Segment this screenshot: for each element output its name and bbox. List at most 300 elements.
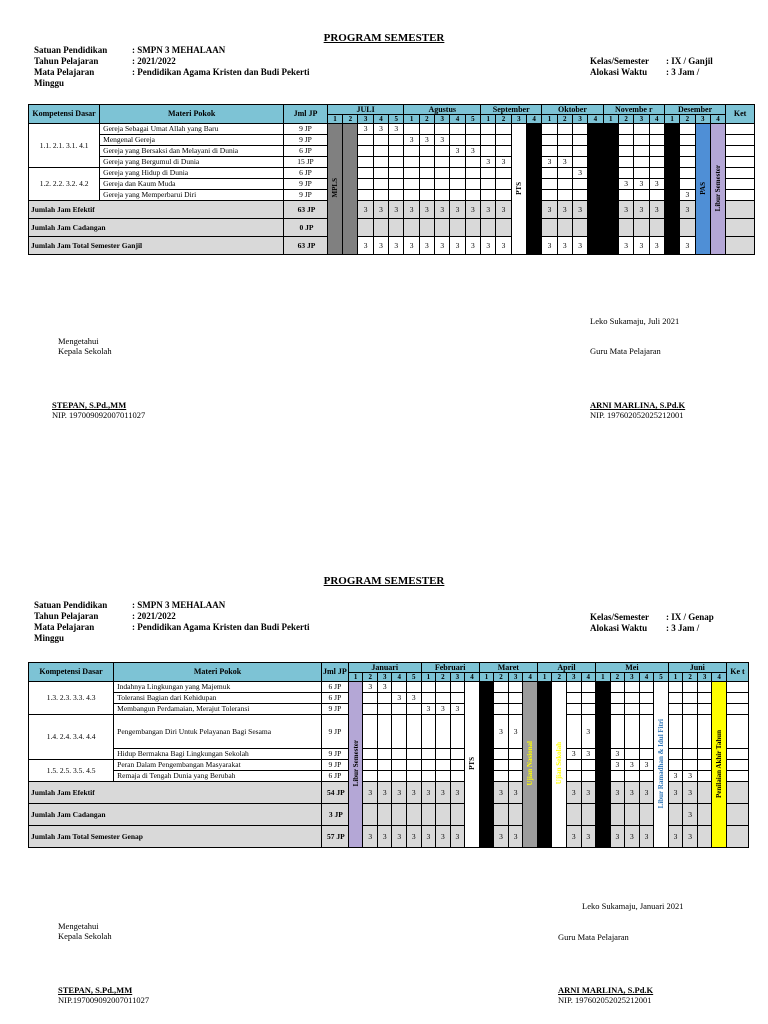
week-cell <box>436 693 451 704</box>
week-cell <box>407 682 422 693</box>
libur-semester-column-label: Libur Semester <box>714 164 723 212</box>
week-cell <box>435 179 450 190</box>
alokasi-value: : 3 Jam / <box>666 67 700 77</box>
kepsek-sign-genap <box>58 985 149 1005</box>
week-cell <box>389 190 404 201</box>
week-cell <box>683 760 698 771</box>
black-separator <box>527 124 542 255</box>
week-cell <box>680 168 695 179</box>
week-cell: 3 <box>508 826 523 848</box>
materi-cell: Indahnya Lingkungan yang Majemuk <box>114 682 322 693</box>
week-cell <box>373 146 388 157</box>
week-cell <box>683 704 698 715</box>
week-cell: 3 <box>639 782 654 804</box>
jp-cell: 6 JP <box>284 146 328 157</box>
week-cell <box>557 219 572 237</box>
week-cell: 3 <box>625 826 640 848</box>
week-cell <box>618 157 633 168</box>
week-cell <box>680 146 695 157</box>
week-cell: 3 <box>435 201 450 219</box>
week-cell: 3 <box>450 704 465 715</box>
week-cell: 3 <box>683 826 698 848</box>
jumlah-jam-efektif-label: Jumlah Jam Efektif <box>29 201 284 219</box>
header-ket: Ket <box>726 105 755 124</box>
week-cell: 3 <box>639 826 654 848</box>
header-week: 1 <box>603 115 618 124</box>
week-cell <box>389 135 404 146</box>
ket-cell <box>726 190 755 201</box>
header-week: 5 <box>407 673 422 682</box>
week-cell <box>581 760 596 771</box>
week-cell <box>465 179 480 190</box>
jp-cell: 6 JP <box>321 682 348 693</box>
mapel-value: : Pendidikan Agama Kristen dan Budi Pekerti <box>132 622 310 632</box>
week-cell <box>566 771 581 782</box>
guru-name: ARNI MARLINA, S.Pd.K <box>558 985 654 995</box>
week-cell <box>542 146 557 157</box>
jp-cell: 9 JP <box>284 179 328 190</box>
week-cell <box>392 771 407 782</box>
tahun-value: : 2021/2022 <box>132 611 176 621</box>
jumlah-jam-cadangan-label: Jumlah Jam Cadangan <box>29 804 322 826</box>
ket-cell <box>726 124 755 135</box>
week-cell <box>494 771 509 782</box>
header-week: 5 <box>389 115 404 124</box>
week-cell <box>436 804 451 826</box>
week-cell <box>435 157 450 168</box>
libur-hari-raya-column-label: Libur Ramadhan & Idul Fitri <box>656 718 665 809</box>
week-cell <box>450 749 465 760</box>
week-cell <box>542 179 557 190</box>
header-week: 1 <box>479 673 494 682</box>
week-cell <box>450 682 465 693</box>
header-week: 1 <box>421 673 436 682</box>
jumlah-jam-total-label: Jumlah Jam Total Semester Ganjil <box>29 237 284 255</box>
week-cell <box>363 715 378 749</box>
header-week: 4 <box>373 115 388 124</box>
jumlah-jam-cadangan-value: 3 JP <box>321 804 348 826</box>
header-week: 2 <box>557 115 572 124</box>
week-cell: 3 <box>450 237 465 255</box>
header-week: 2 <box>494 673 509 682</box>
header-week: 3 <box>634 115 649 124</box>
week-cell: 3 <box>683 782 698 804</box>
week-cell <box>566 760 581 771</box>
week-cell <box>377 760 392 771</box>
week-cell: 3 <box>649 179 664 190</box>
header-week: 4 <box>710 115 725 124</box>
jumlah-jam-cadangan-value: 0 JP <box>284 219 328 237</box>
week-cell <box>508 704 523 715</box>
ket-cell <box>726 682 748 693</box>
week-cell <box>625 715 640 749</box>
week-cell <box>625 804 640 826</box>
week-cell: 3 <box>625 782 640 804</box>
week-cell: 3 <box>542 157 557 168</box>
week-cell: 3 <box>610 782 625 804</box>
ket-cell <box>726 782 748 804</box>
week-cell <box>618 135 633 146</box>
week-cell <box>450 124 465 135</box>
week-cell <box>389 168 404 179</box>
jumlah-jam-total-value: 63 JP <box>284 237 328 255</box>
week-cell <box>649 135 664 146</box>
week-cell <box>639 715 654 749</box>
header-month: Agustus <box>404 105 481 115</box>
kd-cell: 1.4. 2.4. 3.4. 4.4 <box>29 715 114 760</box>
week-cell: 3 <box>566 749 581 760</box>
week-cell <box>634 168 649 179</box>
week-cell: 3 <box>377 826 392 848</box>
week-cell <box>358 168 373 179</box>
week-cell: 3 <box>634 237 649 255</box>
week-cell <box>508 749 523 760</box>
header-month: JULI <box>327 105 404 115</box>
week-cell <box>557 146 572 157</box>
week-cell: 3 <box>419 237 434 255</box>
header-week: 1 <box>542 115 557 124</box>
week-cell: 3 <box>494 715 509 749</box>
week-cell <box>618 168 633 179</box>
mengetahui-ganjil <box>58 336 112 356</box>
week-cell: 3 <box>610 760 625 771</box>
week-cell: 3 <box>392 826 407 848</box>
week-cell <box>581 804 596 826</box>
week-cell <box>557 190 572 201</box>
week-cell <box>625 749 640 760</box>
page-title-genap: PROGRAM SEMESTER <box>323 575 445 587</box>
mengetahui-genap <box>58 921 112 941</box>
header-week: 2 <box>496 115 511 124</box>
header-week: 2 <box>680 115 695 124</box>
week-cell <box>404 219 419 237</box>
week-cell <box>481 146 496 157</box>
week-cell <box>566 693 581 704</box>
week-cell: 3 <box>668 826 683 848</box>
header-week: 4 <box>450 115 465 124</box>
week-cell: 3 <box>363 826 378 848</box>
week-cell <box>363 760 378 771</box>
schedule-table-ganjil <box>28 104 755 255</box>
week-cell <box>358 219 373 237</box>
week-cell <box>572 135 587 146</box>
ket-cell <box>726 157 755 168</box>
schedule-table-genap <box>28 662 749 848</box>
week-cell <box>542 124 557 135</box>
jp-cell: 9 JP <box>321 704 348 715</box>
week-cell <box>634 146 649 157</box>
week-cell: 3 <box>419 135 434 146</box>
satuan-label: Satuan Pendidikan <box>34 45 108 55</box>
jp-cell: 9 JP <box>321 749 348 760</box>
week-cell <box>496 146 511 157</box>
week-cell <box>373 168 388 179</box>
guru-nip: NIP. 197602052025212001 <box>558 995 652 1005</box>
week-cell <box>377 715 392 749</box>
week-cell <box>392 804 407 826</box>
header-week: 2 <box>683 673 698 682</box>
week-cell <box>697 704 712 715</box>
week-cell: 3 <box>557 237 572 255</box>
week-cell <box>481 168 496 179</box>
header-week: 1 <box>327 115 342 124</box>
week-cell <box>566 715 581 749</box>
jp-cell: 15 JP <box>284 157 328 168</box>
week-cell <box>649 219 664 237</box>
week-cell: 3 <box>421 826 436 848</box>
materi-cell: Mengenal Gereja <box>100 135 284 146</box>
week-cell <box>610 704 625 715</box>
week-cell <box>625 693 640 704</box>
week-cell <box>450 804 465 826</box>
satuan-label: Satuan Pendidikan <box>34 600 108 610</box>
week-cell <box>465 157 480 168</box>
week-cell <box>625 682 640 693</box>
week-cell: 3 <box>610 749 625 760</box>
week-cell <box>639 704 654 715</box>
place-date-genap: Leko Sukamaju, Januari 2021 <box>582 901 684 911</box>
week-cell <box>419 168 434 179</box>
mengetahui-text: Mengetahui <box>58 921 99 931</box>
week-cell <box>542 135 557 146</box>
week-cell <box>668 715 683 749</box>
week-cell <box>363 771 378 782</box>
header-week: 3 <box>566 673 581 682</box>
week-cell <box>436 715 451 749</box>
week-cell <box>542 190 557 201</box>
ket-cell <box>726 179 755 190</box>
week-cell <box>435 168 450 179</box>
week-cell <box>392 704 407 715</box>
header-jml-jp: Jml JP <box>284 105 328 124</box>
week-cell <box>421 682 436 693</box>
week-cell <box>610 771 625 782</box>
week-cell <box>697 682 712 693</box>
jp-cell: 6 JP <box>321 693 348 704</box>
week-cell <box>581 682 596 693</box>
week-cell <box>697 804 712 826</box>
header-month: Juni <box>668 663 726 673</box>
jumlah-jam-efektif-value: 63 JP <box>284 201 328 219</box>
header-month: April <box>537 663 595 673</box>
week-cell: 3 <box>572 237 587 255</box>
week-cell <box>566 682 581 693</box>
pts-column-label: PTS <box>467 757 476 770</box>
week-cell <box>610 682 625 693</box>
header-month: Mei <box>596 663 669 673</box>
week-cell <box>450 135 465 146</box>
jumlah-jam-efektif-label: Jumlah Jam Efektif <box>29 782 322 804</box>
week-cell <box>407 804 422 826</box>
tahun-label: Tahun Pelajaran <box>34 611 99 621</box>
week-cell: 3 <box>581 826 596 848</box>
week-cell <box>450 168 465 179</box>
black-separator <box>664 124 679 255</box>
header-week: 2 <box>419 115 434 124</box>
guru-label-genap: Guru Mata Pelajaran <box>558 932 629 942</box>
week-cell: 3 <box>450 146 465 157</box>
week-cell: 3 <box>419 201 434 219</box>
satuan-value: : SMPN 3 MEHALAAN <box>132 600 226 610</box>
week-cell: 3 <box>363 782 378 804</box>
header-week: 3 <box>625 673 640 682</box>
header-week: 1 <box>668 673 683 682</box>
week-cell <box>625 704 640 715</box>
week-cell <box>639 682 654 693</box>
jp-cell: 9 JP <box>321 715 348 749</box>
week-cell: 3 <box>436 782 451 804</box>
week-cell: 3 <box>421 782 436 804</box>
week-cell <box>421 760 436 771</box>
kd-cell: 1.1. 2.1. 3.1. 4.1 <box>29 124 100 168</box>
week-cell <box>508 760 523 771</box>
header-week: 3 <box>697 673 712 682</box>
week-cell <box>572 157 587 168</box>
ket-cell <box>726 749 748 760</box>
week-cell <box>639 749 654 760</box>
materi-cell: Gereja yang Hidup di Dunia <box>100 168 284 179</box>
tahun-label: Tahun Pelajaran <box>34 56 99 66</box>
week-cell <box>494 760 509 771</box>
identity-right-ganjil <box>590 56 713 78</box>
header-week: 3 <box>508 673 523 682</box>
week-cell: 3 <box>566 782 581 804</box>
week-cell <box>649 157 664 168</box>
kd-cell: 1.5. 2.5. 3.5. 4.5 <box>29 760 114 782</box>
week-cell: 3 <box>421 704 436 715</box>
guru-name: ARNI MARLINA, S.Pd.K <box>590 400 686 410</box>
week-cell <box>572 124 587 135</box>
black-separator <box>537 682 552 848</box>
week-cell <box>407 760 422 771</box>
week-cell: 3 <box>404 237 419 255</box>
week-cell <box>496 124 511 135</box>
week-cell <box>481 124 496 135</box>
week-cell <box>358 179 373 190</box>
week-cell: 3 <box>404 135 419 146</box>
mpls-column-2 <box>343 124 358 255</box>
week-cell <box>581 771 596 782</box>
week-cell <box>572 146 587 157</box>
header-week: 2 <box>552 673 567 682</box>
week-cell <box>481 190 496 201</box>
week-cell <box>697 771 712 782</box>
header-week: 3 <box>695 115 710 124</box>
week-cell: 3 <box>634 201 649 219</box>
week-cell: 3 <box>496 157 511 168</box>
week-cell: 3 <box>450 826 465 848</box>
header-week: 1 <box>348 673 363 682</box>
week-cell <box>450 693 465 704</box>
week-cell: 3 <box>557 157 572 168</box>
week-cell <box>683 715 698 749</box>
ket-cell <box>726 826 748 848</box>
kd-cell: 1.2. 2.2. 3.2. 4.2 <box>29 168 100 201</box>
week-cell <box>373 190 388 201</box>
week-cell <box>377 749 392 760</box>
week-cell <box>421 749 436 760</box>
kd-cell: 1.3. 2.3. 3.3. 4.3 <box>29 682 114 715</box>
week-cell: 3 <box>581 715 596 749</box>
header-month: Maret <box>479 663 537 673</box>
week-cell <box>407 704 422 715</box>
kepala-text: Kepala Sekolah <box>58 346 112 356</box>
week-cell <box>436 760 451 771</box>
week-cell <box>450 219 465 237</box>
week-cell: 3 <box>407 693 422 704</box>
pts-column-label: PTS <box>514 181 523 195</box>
week-cell <box>668 693 683 704</box>
week-cell <box>450 157 465 168</box>
header-month: Oktober <box>542 105 603 115</box>
week-cell <box>639 771 654 782</box>
week-cell <box>404 179 419 190</box>
week-cell <box>618 146 633 157</box>
week-cell <box>392 715 407 749</box>
week-cell <box>557 179 572 190</box>
week-cell <box>680 179 695 190</box>
week-cell <box>481 219 496 237</box>
week-cell <box>494 804 509 826</box>
header-week: 5 <box>654 673 669 682</box>
mpls-column <box>327 124 342 255</box>
week-cell: 3 <box>680 190 695 201</box>
week-cell: 3 <box>373 124 388 135</box>
penilaian-akhir-tahun-column-label: Penilaian Akhir Tahun <box>715 729 724 798</box>
week-cell: 3 <box>465 146 480 157</box>
week-cell <box>680 124 695 135</box>
identity-left-ganjil <box>34 45 310 89</box>
week-cell <box>697 782 712 804</box>
satuan-value: : SMPN 3 MEHALAAN <box>132 45 226 55</box>
kelas-value: : IX / Genap <box>666 612 714 622</box>
week-cell <box>508 682 523 693</box>
week-cell <box>389 179 404 190</box>
ket-cell <box>726 804 748 826</box>
week-cell: 3 <box>494 826 509 848</box>
week-cell: 3 <box>668 782 683 804</box>
ket-cell <box>726 146 755 157</box>
week-cell <box>465 124 480 135</box>
kepala-text: Kepala Sekolah <box>58 931 112 941</box>
week-cell <box>649 168 664 179</box>
week-cell <box>542 219 557 237</box>
place-date-ganjil: Leko Sukamaju, Juli 2021 <box>590 316 680 326</box>
week-cell <box>668 682 683 693</box>
week-cell <box>639 693 654 704</box>
materi-cell: Hidup Bermakna Bagi Lingkungan Sekolah <box>114 749 322 760</box>
page-title-ganjil: PROGRAM SEMESTER <box>323 32 445 44</box>
jumlah-jam-total-value: 57 JP <box>321 826 348 848</box>
week-cell <box>363 693 378 704</box>
week-cell <box>389 157 404 168</box>
materi-cell: Remaja di Tengah Dunia yang Berubah <box>114 771 322 782</box>
kepsek-nip: NIP.197009092007011027 <box>58 995 150 1005</box>
materi-cell: Membangun Perdamaian, Merajut Toleransi <box>114 704 322 715</box>
week-cell: 3 <box>450 782 465 804</box>
week-cell <box>358 135 373 146</box>
kepsek-nip: NIP. 197009092007011027 <box>52 410 146 420</box>
week-cell <box>649 146 664 157</box>
week-cell <box>465 168 480 179</box>
ujian-nasional-column <box>523 682 538 848</box>
week-cell: 3 <box>618 179 633 190</box>
header-week: 4 <box>639 673 654 682</box>
week-cell <box>373 179 388 190</box>
header-week: 1 <box>537 673 552 682</box>
week-cell <box>668 749 683 760</box>
week-cell <box>435 219 450 237</box>
